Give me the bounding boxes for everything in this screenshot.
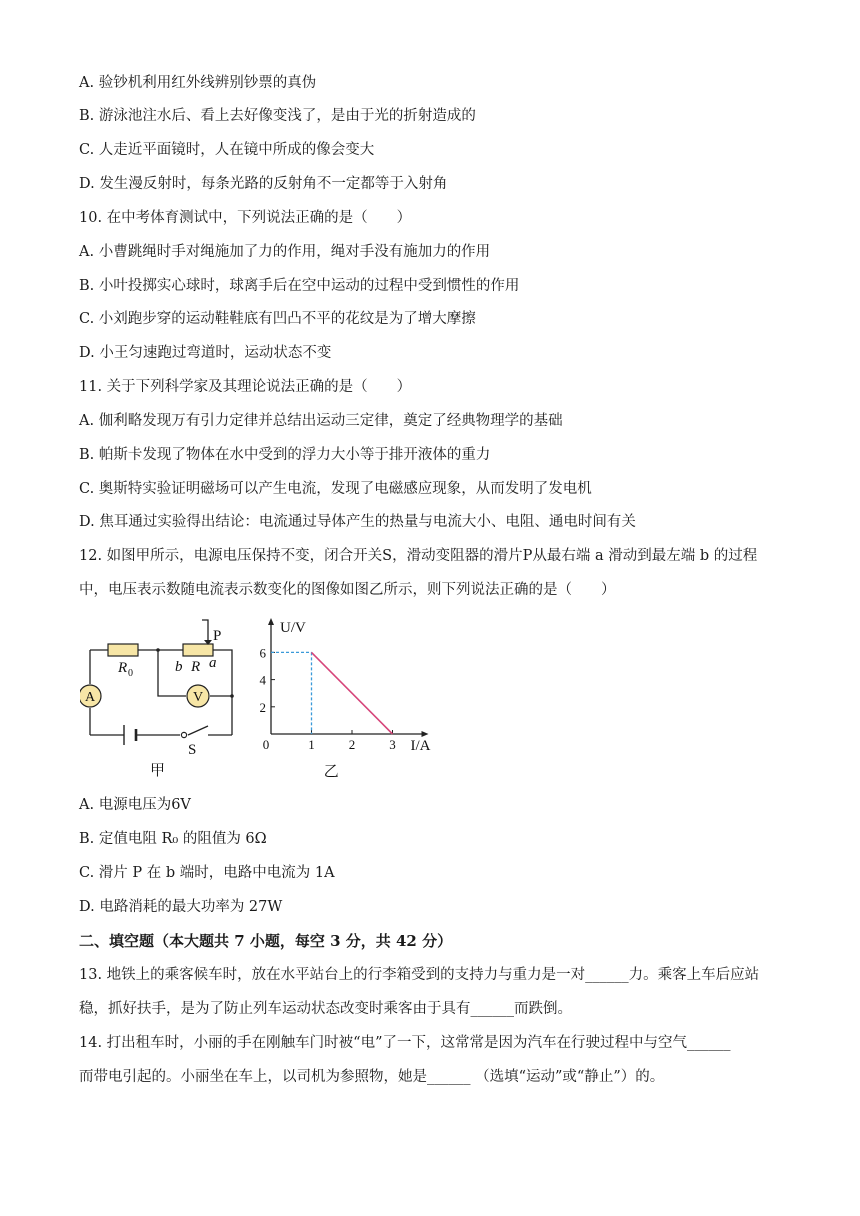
q10-option-a: A. 小曹跳绳时手对绳施加了力的作用，绳对手没有施加力的作用 bbox=[79, 244, 491, 260]
origin-label: 0 bbox=[262, 737, 270, 752]
series-0-segment-2 bbox=[312, 652, 393, 734]
q10-option-c: C. 小刘跑步穿的运动鞋鞋底有凹凸不平的花纹是为了增大摩擦 bbox=[79, 311, 476, 327]
graph-caption: 乙 bbox=[323, 764, 339, 780]
y-tick-label-3: 6 bbox=[259, 645, 266, 661]
q13-line1: 13. 地铁上的乘客候车时，放在水平站台上的行李箱受到的支持力与重力是一对______力。乘客上车后应站 bbox=[79, 967, 760, 983]
q14-line2: 而带电引起的。小丽坐在车上，以司机为参照物，她是______ （选填“运动”或“静止”）的。 bbox=[79, 1069, 665, 1085]
q12-option-c: C. 滑片 P 在 b 端时，电路中电流为 1A bbox=[79, 865, 335, 881]
rheostat-label: R bbox=[191, 659, 201, 675]
q12-stem-line1: 12. 如图甲所示，电源电压保持不变，闭合开关S，滑动变阻器的滑片P从最右端 a 滑动到最左端 b 的过程 bbox=[79, 548, 758, 564]
x-tick-label-1: 1 bbox=[308, 737, 315, 752]
q12-option-b: B. 定值电阻 R₀ 的阻值为 6Ω bbox=[79, 831, 267, 847]
q11-option-b: B. 帕斯卡发现了物体在水中受到的浮力大小等于排开液体的重力 bbox=[79, 447, 491, 463]
circuit-diagram bbox=[80, 612, 250, 782]
y-tick-label-1: 2 bbox=[259, 699, 266, 715]
resistor-r0 bbox=[108, 644, 138, 656]
y-axis-arrow bbox=[268, 618, 274, 625]
q9-option-c: C. 人走近平面镜时，人在镜中所成的像会变大 bbox=[79, 142, 375, 158]
slider-p-label: P bbox=[213, 628, 222, 644]
x-tick-label-3: 3 bbox=[389, 737, 396, 752]
switch-s-label: S bbox=[188, 742, 197, 758]
q9-option-a: A. 验钞机利用红外线辨别钞票的真伪 bbox=[79, 75, 317, 91]
q11-option-d: D. 焦耳通过实验得出结论：电流通过导体产生的热量与电流大小、电阻、通电时间有关 bbox=[79, 514, 636, 530]
r0-subscript: 0 bbox=[128, 668, 133, 679]
voltmeter-label: V bbox=[192, 690, 204, 705]
x-axis-arrow bbox=[422, 731, 429, 737]
q9-option-b: B. 游泳池注水后、看上去好像变浅了，是由于光的折射造成的 bbox=[79, 108, 476, 124]
q13-line2: 稳，抓好扶手，是为了防止列车运动状态改变时乘客由于具有______而跌倒。 bbox=[79, 1001, 572, 1017]
q12-option-a: A. 电源电压为6V bbox=[79, 797, 191, 813]
y-tick-label-2: 4 bbox=[259, 672, 266, 688]
u-i-graph bbox=[255, 612, 445, 784]
q11-option-a: A. 伽利略发现万有引力定律并总结出运动三定律，奠定了经典物理学的基础 bbox=[79, 413, 563, 429]
q10-option-d: D. 小王匀速跑过弯道时，运动状态不变 bbox=[79, 345, 332, 361]
q11-option-c: C. 奥斯特实验证明磁场可以产生电流，发现了电磁感应现象，从而发明了发电机 bbox=[79, 481, 592, 497]
q12-stem-line2: 中，电压表示数随电流表示数变化的图像如图乙所示，则下列说法正确的是（ ） bbox=[79, 582, 616, 598]
q10-option-b: B. 小叶投掷实心球时，球离手后在空中运动的过程中受到惯性的作用 bbox=[79, 278, 520, 294]
circuit-caption: 甲 bbox=[150, 763, 166, 779]
terminal-a-label: a bbox=[209, 655, 217, 671]
q14-line1: 14. 打出租车时，小丽的手在刚触车门时被“电”了一下，这常常是因为汽车在行驶过程中与空气______ bbox=[79, 1035, 731, 1051]
q10-stem: 10. 在中考体育测试中，下列说法正确的是（ ） bbox=[79, 210, 412, 226]
y-axis-label: U/V bbox=[280, 620, 306, 636]
r0-label: R bbox=[118, 660, 128, 676]
x-tick-label-2: 2 bbox=[348, 737, 356, 752]
section-2-title: 二、填空题（本大题共 7 小题，每空 3 分，共 42 分） bbox=[79, 932, 453, 950]
q11-stem: 11. 关于下列科学家及其理论说法正确的是（ ） bbox=[79, 379, 412, 395]
q12-option-d: D. 电路消耗的最大功率为 27W bbox=[79, 899, 283, 915]
terminal-b-label: b bbox=[175, 659, 183, 675]
ammeter-label: A bbox=[84, 690, 96, 705]
x-axis-label: I/A bbox=[410, 738, 431, 754]
q9-option-d: D. 发生漫反射时，每条光路的反射角不一定都等于入射角 bbox=[79, 176, 448, 192]
